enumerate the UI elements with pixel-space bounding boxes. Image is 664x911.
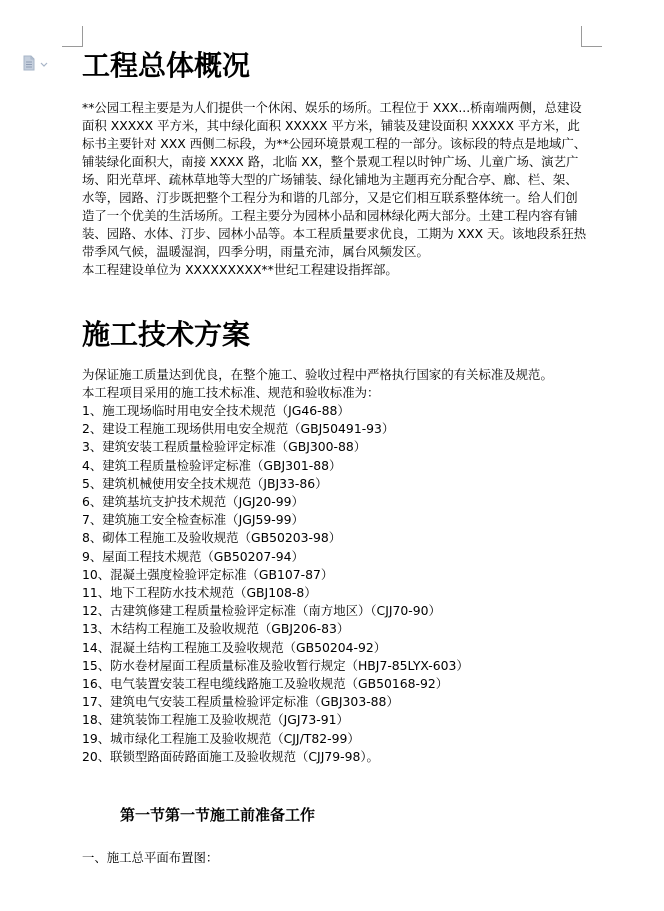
document-icon: [22, 55, 50, 71]
list-item: 18、建筑装饰工程施工及验收规范（JGJ73-91）: [82, 712, 349, 728]
standards-list: [82, 402, 587, 766]
list-item: 9、屋面工程技术规范（GB50207-94）: [82, 548, 304, 564]
plan-section: [82, 366, 587, 766]
plan-intro-paragraph: 为保证施工质量达到优良，在整个施工、验收过程中严格执行国家的有关标准及规范。: [82, 367, 553, 382]
section-first-item: 一、施工总平面布置图：: [82, 850, 219, 866]
chevron-down-icon: [41, 63, 47, 66]
list-item: 11、地下工程防水技术规范（GBJ108-8）: [82, 585, 317, 601]
list-item: 4、建筑工程质量检验评定标准（GBJ301-88）: [82, 457, 342, 473]
list-item: 6、建筑基坑支护技术规范（JGJ20-99）: [82, 494, 304, 510]
overview-paragraph: 本工程建设单位为 XXXXXXXXX**世纪工程建设指挥部。: [82, 262, 398, 277]
list-item: 1、施工现场临时用电安全技术规范（JG46-88）: [82, 403, 350, 418]
section-heading: 第一节第一节施工前准备工作: [120, 806, 316, 825]
list-item: 14、混凝土结构工程施工及验收规范（GB50204-92）: [82, 639, 387, 655]
overview-paragraph: **公园工程主要是为人们提供一个休闲、娱乐的场所。工程位于 XXX...桥南端两侧，总建设面积 XXXXX 平方米，其中绿化面积 XXXXX 平方米，铺装及建设面积 XXXXX 平方米，此标书主要针对 XXX 西侧二标段，为**公园环境景观工程的一部分。该标段的特点是地域广、铺装绿化面积大，南接 XXXX 路，北临 XX，整个景观工程以时钟广场、儿童广场、演艺广场、阳光草坪、疏林草地等大型的广场铺装、绿化铺地为主题再充分配合亭、廊、栏、架、水等，园路、汀步既把整个工程分为和谐的几部分，又是它们相互联系整体统一。给人们创造了一个优美的生活场所。工程主要分为园林小品和园林绿化两大部分。土建工程内容有铺装、园路、水体、汀步、园林小品等。本工程质量要求优良，工期为 XXX 天。该地段系狂热带季风气候，温暖湿润，四季分明，雨量充沛，属台风频发区。: [82, 100, 587, 259]
list-item: 3、建筑安装工程质量检验评定标准（GBJ300-88）: [82, 439, 367, 455]
list-item: 19、城市绿化工程施工及验收规范（CJJ/T82-99）: [82, 730, 360, 746]
document-body: [82, 44, 587, 867]
list-item: 7、建筑施工安全检查标准（JGJ59-99）: [82, 512, 304, 528]
page-corner-mark-top-left: [62, 26, 83, 47]
list-item: 5、建筑机械使用安全技术规范（JBJ33-86）: [82, 475, 328, 491]
list-item: 13、木结构工程施工及验收规范（GBJ206-83）: [82, 621, 350, 637]
list-item: 15、防水卷材屋面工程质量标准及验收暂行规定（HBJ7-85LYX-603）: [82, 657, 469, 673]
plan-intro-paragraph: 本工程项目采用的施工技术标准、规范和验收标准为：: [82, 385, 380, 400]
list-item: 16、电气装置安装工程电缆线路施工及验收规范（GB50168-92）: [82, 676, 449, 692]
list-item: 2、建设工程施工现场供用电安全规范（GBJ50491-93）: [82, 421, 395, 437]
list-item: 17、建筑电气安装工程质量检验评定标准（GBJ303-88）: [82, 694, 399, 710]
list-item: 20、联锁型路面砖路面施工及验收规范（CJJ79-98）。: [82, 748, 379, 764]
list-item: 10、混凝土强度检验评定标准（GB107-87）: [82, 566, 334, 582]
overview-section: [82, 99, 587, 279]
heading-project-overview: 工程总体概况: [82, 49, 251, 82]
list-item: 8、砌体工程施工及验收规范（GB50203-98）: [82, 530, 342, 546]
list-item: 12、古建筑修建工程质量检验评定标准（南方地区）（CJJ70-90）: [82, 603, 441, 619]
navigation-pane-toggle[interactable]: [22, 55, 50, 71]
heading-construction-plan: 施工技术方案: [82, 318, 251, 351]
